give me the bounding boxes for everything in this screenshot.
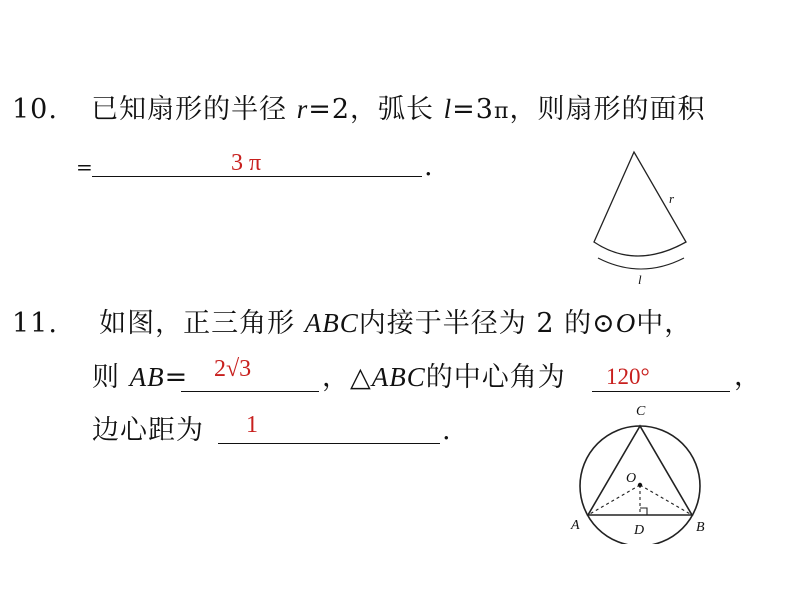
variable-l: l: [443, 94, 453, 124]
period: .: [424, 151, 434, 182]
question-number: 10.: [12, 94, 58, 125]
equals-sign: =: [76, 155, 94, 179]
question-text: 如图，正三角形: [99, 308, 296, 339]
label-d: D: [634, 523, 645, 538]
answer-blank-ab: [181, 391, 319, 392]
question-text: 则: [92, 362, 120, 393]
center-o: O: [615, 308, 637, 338]
center-point: [638, 483, 642, 487]
answer-angle: 120°: [606, 364, 650, 389]
answer-distance: 1: [246, 412, 258, 438]
answer-ab-coefficient: 2: [214, 356, 226, 382]
question-text: 已知扇形的半径: [91, 94, 288, 125]
question-text: =3: [452, 94, 494, 125]
answer-ab: [214, 356, 251, 383]
label-b: B: [696, 520, 705, 535]
question-text: 的中心角为: [425, 362, 566, 393]
label-o: O: [626, 471, 637, 486]
answer-blank-distance: [218, 443, 440, 444]
label-l: l: [638, 272, 642, 287]
question-text: ，△: [322, 362, 372, 393]
question-11-line-2b: [322, 360, 566, 395]
question-text: 边心距为: [92, 415, 204, 446]
pi-symbol: π: [493, 99, 510, 124]
sector-figure: [586, 146, 698, 292]
segment-ab: AB: [129, 362, 165, 392]
triangle-abc-shape: [588, 426, 692, 515]
question-11-line-3: [92, 414, 204, 448]
triangle-abc: ABC: [371, 362, 426, 392]
answer-blank-angle: [592, 391, 730, 392]
label-a: A: [571, 518, 580, 533]
question-number: 11.: [12, 308, 58, 339]
question-text: 内接于半径为 2 的⊙: [358, 308, 616, 339]
circle-triangle-figure: [566, 398, 716, 544]
question-10-line-1: [12, 92, 705, 129]
segment-ob: [640, 485, 692, 515]
question-text: =: [164, 362, 189, 393]
answer-area: 3 π: [231, 150, 262, 176]
triangle-abc: ABC: [304, 308, 359, 338]
label-r: r: [669, 191, 675, 206]
variable-r: r: [296, 94, 309, 124]
period: .: [442, 415, 452, 446]
label-c: C: [636, 404, 646, 419]
question-11-line-2a: [92, 360, 188, 395]
comma: ，: [734, 361, 762, 392]
question-text: 中，: [636, 308, 693, 339]
arc-brace: [598, 258, 684, 269]
right-angle-mark: [640, 508, 647, 515]
answer-ab-radical: √3: [226, 356, 252, 382]
question-11-line-1: [12, 306, 692, 341]
segment-oa: [588, 485, 640, 515]
question-text: =2，弧长: [308, 94, 435, 125]
question-text: ，则扇形的面积: [509, 94, 706, 125]
